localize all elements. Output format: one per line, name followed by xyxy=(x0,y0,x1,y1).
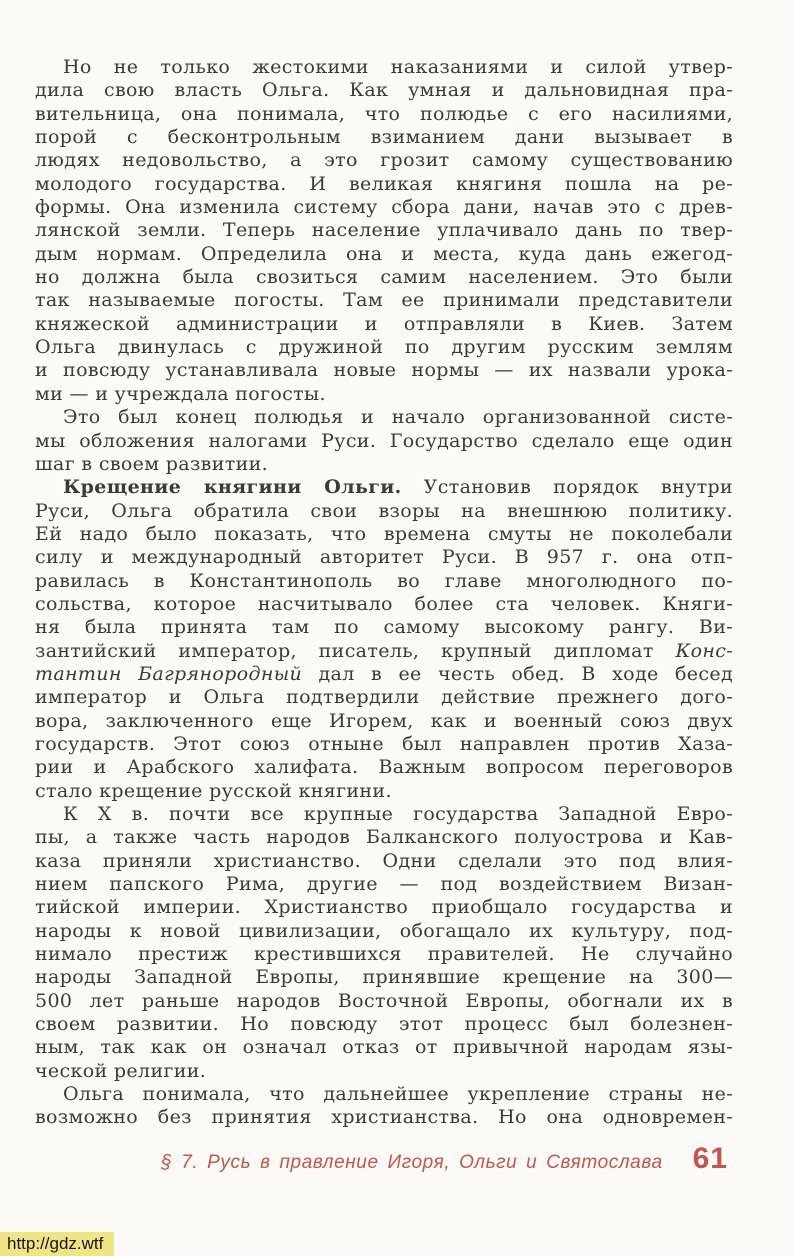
text-line xyxy=(35,149,733,172)
text-line xyxy=(35,616,733,639)
text-run: порой с бесконтрольным взиманием дани вызывает в xyxy=(35,126,733,149)
text-line xyxy=(35,79,733,102)
text-line xyxy=(35,1013,733,1036)
text-line xyxy=(35,826,733,849)
text-run: дал в ее честь обед. В ходе бесед xyxy=(302,662,733,685)
text-line xyxy=(35,359,733,382)
watermark-url: http://gdz.wtf xyxy=(0,1232,114,1256)
text-line xyxy=(35,476,733,499)
text-run: дила свою власть Ольга. Как умная и дальновидная пра- xyxy=(35,79,733,102)
text-run: народы к новой цивилизации, обогащало их культуру, под- xyxy=(35,919,733,942)
text-line xyxy=(35,1060,733,1083)
text-run: мы обложения налогами Руси. Государство сделало еще один xyxy=(35,429,733,452)
text-line xyxy=(35,896,733,919)
text-run: шаг в своем развитии. xyxy=(35,452,269,475)
text-line xyxy=(35,756,733,779)
text-run: 500 лет раньше народов Восточной Европы, обогнали их в xyxy=(35,989,733,1012)
page-text xyxy=(35,56,733,1130)
page-footer xyxy=(35,1142,728,1176)
text-line xyxy=(35,523,733,546)
text-run: Ольга двинулась с дружиной по другим русским землям xyxy=(35,336,733,359)
text-line xyxy=(35,56,733,79)
text-run: ным, так как он означал отказ от привычной народам язы- xyxy=(35,1036,733,1059)
text-run: и повсюду устанавливала новые нормы — их назвали урока- xyxy=(35,359,733,382)
text-run: так называемые погосты. Там ее принимали представители xyxy=(35,289,733,312)
text-line xyxy=(35,990,733,1013)
text-run: лянской земли. Теперь население уплачивало дань по твер- xyxy=(35,219,733,242)
text-run: Это был конец полюдья и начало организованной систе- xyxy=(63,406,733,429)
text-line xyxy=(35,383,733,406)
text-run: своем развитии. Но повсюду этот процесс был болезнен- xyxy=(35,1013,733,1036)
text-line xyxy=(35,570,733,593)
text-line xyxy=(35,593,733,616)
text-line xyxy=(35,920,733,943)
text-line xyxy=(35,966,733,989)
text-run: равилась в Константинополь во главе многолюдного по- xyxy=(35,569,733,592)
text-line xyxy=(35,663,733,686)
text-run: вительница, она понимала, что полюдье с его насилиями, xyxy=(35,102,733,125)
text-run: Но не только жестокими наказаниями и силой утвер- xyxy=(63,56,733,78)
text-line xyxy=(35,943,733,966)
text-run: каза приняли христианство. Одни сделали это под влия- xyxy=(35,849,733,872)
text-run: людях недовольство, а это грозит самому существованию xyxy=(35,149,733,172)
text-run: Ей надо было показать, что времена смуты не поколебали xyxy=(35,522,733,545)
page-number: 61 xyxy=(692,1142,728,1175)
emphasis-run: Конс- xyxy=(675,639,733,662)
subheading-run: Крещение княгини Ольги. xyxy=(63,476,402,499)
text-run: ми — и учреждала погосты. xyxy=(35,382,326,405)
text-line xyxy=(35,289,733,312)
text-line xyxy=(35,266,733,289)
text-line xyxy=(35,803,733,826)
text-run: нимало престиж крестившихся правителей. Не случайно xyxy=(35,943,733,966)
text-run: рии и Арабского халифата. Важным вопросом переговоров xyxy=(35,756,733,779)
text-line xyxy=(35,640,733,663)
text-line xyxy=(35,780,733,803)
text-line xyxy=(35,430,733,453)
text-run: Ольга понимала, что дальнейшее укрепление страны не- xyxy=(63,1083,733,1106)
text-run: ня была принята там по самому высокому рангу. Ви- xyxy=(35,616,733,639)
text-line xyxy=(35,336,733,359)
text-run: нием папского Рима, другие — под воздействием Визан- xyxy=(35,873,733,896)
text-line xyxy=(35,500,733,523)
text-line xyxy=(35,873,733,896)
text-run: сольства, которое насчитывало более ста человек. Княги- xyxy=(35,592,733,615)
text-run: княжеской администрации и отправляли в Киев. Затем xyxy=(35,312,733,335)
text-line xyxy=(35,710,733,733)
text-run: тийской империи. Христианство приобщало государства и xyxy=(35,896,733,919)
text-line xyxy=(35,1036,733,1059)
text-line xyxy=(35,126,733,149)
text-line xyxy=(35,1083,733,1106)
text-line xyxy=(35,243,733,266)
text-run: император и Ольга подтвердили действие прежнего дого- xyxy=(35,686,733,709)
text-run: но должна была свозиться самим населением. Это были xyxy=(35,266,733,289)
text-run: государств. Этот союз отныне был направлен против Хаза- xyxy=(35,732,733,755)
text-run: силу и международный авторитет Руси. В 957 г. она отп- xyxy=(35,546,733,569)
text-run: зантийский император, писатель, крупный дипломат xyxy=(35,639,676,662)
text-line xyxy=(35,733,733,756)
text-run: народы Западной Европы, принявшие крещение на 300— xyxy=(35,966,733,989)
text-run: пы, а также часть народов Балканского полуострова и Кав- xyxy=(35,826,733,849)
text-line xyxy=(35,850,733,873)
emphasis-run: тантин Багрянородный xyxy=(35,662,303,685)
text-line xyxy=(35,1106,733,1129)
text-line xyxy=(35,313,733,336)
text-run: Установив порядок внутри xyxy=(401,476,733,499)
text-run: Руси, Ольга обратила свои взоры на внешнюю политику. xyxy=(35,499,733,522)
text-line xyxy=(35,219,733,242)
text-line xyxy=(35,546,733,569)
text-run: вора, заключенного еще Игорем, как и военный союз двух xyxy=(35,709,733,732)
text-run: возможно без принятия христианства. Но она одновремен- xyxy=(35,1106,733,1129)
text-line xyxy=(35,686,733,709)
text-run: К X в. почти все крупные государства Западной Евро- xyxy=(63,803,733,825)
text-run: молодого государства. И великая княгиня пошла на ре- xyxy=(35,172,733,195)
text-run: ческой религии. xyxy=(35,1059,207,1082)
text-line xyxy=(35,173,733,196)
text-line xyxy=(35,196,733,219)
text-line xyxy=(35,406,733,429)
text-line xyxy=(35,103,733,126)
text-run: стало крещение русской княгини. xyxy=(35,779,392,802)
text-run: формы. Она изменила систему сбора дани, начав это с древ- xyxy=(35,196,733,219)
section-title: § 7. Русь в правление Игоря, Ольги и Святослава xyxy=(161,1152,663,1173)
text-run: дым нормам. Определила она и места, куда дань ежегод- xyxy=(35,242,733,265)
text-line xyxy=(35,453,733,476)
